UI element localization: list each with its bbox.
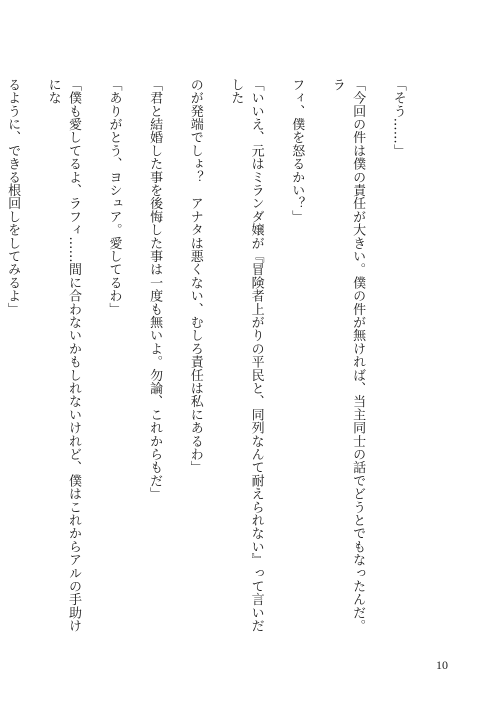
text-line: フィ、僕を怒るかい？」 xyxy=(289,78,305,224)
text-line: 「僕も愛してるよ、ラフィ……間に合わないかもしれないけれど、僕はこれからアルの手助けにな xyxy=(45,78,81,633)
text-line: 「そう……」 xyxy=(390,78,406,158)
text-line: のが発端でしょ？ アナタは悪くない、むしろ責任は私にあるわ」 xyxy=(187,78,203,474)
vertical-text-body xyxy=(0,78,428,638)
text-line: 「ありがとう、ヨシュア。愛してるわ」 xyxy=(106,78,122,316)
text-line: るように、できる根回しをしてみるよ」 xyxy=(5,78,21,316)
text-line: 「君と結婚した事を後悔した事は一度も無いよ。勿論、これからもだ」 xyxy=(147,78,163,501)
text-line: 「いいえ、元はミランダ嬢が『冒険者上がりの平民と、同列なんて耐えられない』って言いだした xyxy=(228,78,264,633)
text-line: 「今回の件は僕の責任が大きい。僕の件が無ければ、当主同士の話でどうとでもなったんだ。ラ xyxy=(329,78,366,633)
page-number: 10 xyxy=(436,658,448,672)
